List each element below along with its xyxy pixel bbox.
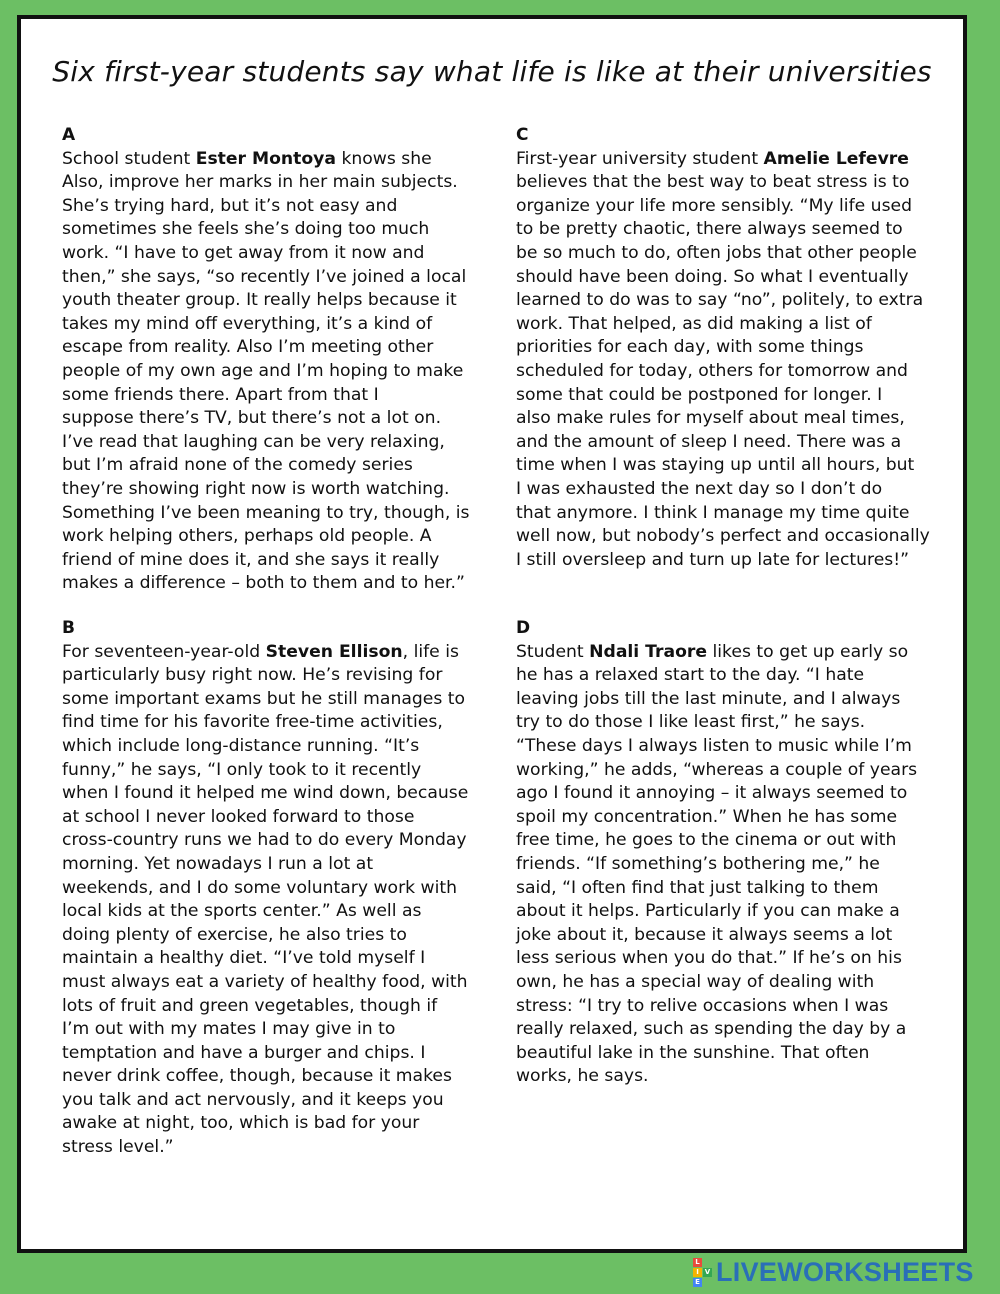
text-line xyxy=(62,148,502,172)
text-run: be so much to do, often jobs that other people xyxy=(516,242,917,263)
text-run: about it helps. Particularly if you can make a xyxy=(516,901,900,922)
text-run: I was exhausted the next day so I don’t do xyxy=(516,478,883,499)
text-run: weekends, and I do some voluntary work with xyxy=(62,877,458,898)
text-run: that anymore. I think I manage my time quite xyxy=(516,502,910,523)
text-line xyxy=(62,266,502,290)
text-line xyxy=(516,688,956,712)
text-line xyxy=(516,384,956,408)
text-line xyxy=(516,289,956,313)
text-run: work. That helped, as did making a list of xyxy=(516,313,872,334)
text-run: learned to do was to say “no”, politely, to extra xyxy=(516,290,924,311)
text-run: “These days I always listen to music while I’m xyxy=(516,735,912,756)
text-run: likes to get up early so xyxy=(707,641,909,662)
text-line xyxy=(62,806,502,830)
text-run: cross-country runs we had to do every Monday xyxy=(62,830,467,851)
text-run: friends. “If something’s bothering me,” he xyxy=(516,853,880,874)
text-run: Something I’ve been meaning to try, though, is xyxy=(62,502,470,523)
text-line xyxy=(516,171,956,195)
text-line xyxy=(516,782,956,806)
text-line xyxy=(62,688,502,712)
text-run: local kids at the sports center.” As well as xyxy=(62,901,422,922)
text-line xyxy=(62,407,502,431)
text-line xyxy=(516,195,956,219)
text-line xyxy=(516,360,956,384)
text-run: working,” he adds, “whereas a couple of years xyxy=(516,759,918,780)
section-letter: B xyxy=(62,618,75,638)
text-run: which include long-distance running. “It’s xyxy=(62,735,420,756)
text-run: School student xyxy=(62,148,196,169)
text-line xyxy=(62,853,502,877)
text-line xyxy=(62,478,502,502)
text-run: , life is xyxy=(402,641,459,662)
text-run: funny,” he says, “I only took to it recently xyxy=(62,759,422,780)
text-run: free time, he goes to the cinema or out with xyxy=(516,830,897,851)
text-run: youth theater group. It really helps because it xyxy=(62,290,457,311)
text-run: ago I found it annoying – it always seemed to xyxy=(516,783,908,804)
text-run: should have been doing. So what I eventually xyxy=(516,266,909,287)
section-text xyxy=(516,148,956,573)
text-run: stress level.” xyxy=(62,1137,174,1158)
text-run: well now, but nobody’s perfect and occasionally xyxy=(516,526,930,547)
text-run: escape from reality. Also I’m meeting other xyxy=(62,337,434,358)
text-line xyxy=(516,218,956,242)
text-line xyxy=(516,971,956,995)
text-run: never drink coffee, though, because it makes xyxy=(62,1066,452,1087)
text-line xyxy=(516,407,956,431)
text-line xyxy=(62,218,502,242)
text-line xyxy=(516,1065,956,1089)
text-run: maintain a healthy diet. “I’ve told myself I xyxy=(62,948,426,969)
text-line xyxy=(62,664,502,688)
text-line xyxy=(516,313,956,337)
section-letter: A xyxy=(62,125,76,145)
text-line xyxy=(516,947,956,971)
logo-icon-letter: L xyxy=(693,1258,702,1267)
text-run: time when I was staying up until all hours, but xyxy=(516,455,915,476)
text-run: lots of fruit and green vegetables, though if xyxy=(62,995,438,1016)
text-run: makes a difference – both to them and to her.” xyxy=(62,573,465,594)
text-run: believes that the best way to beat stress is to xyxy=(516,172,910,193)
liveworksheets-logo-icon xyxy=(693,1258,712,1287)
text-run: to be pretty chaotic, there always seemed to xyxy=(516,219,903,240)
text-line xyxy=(62,572,502,596)
section-letter: D xyxy=(516,618,531,638)
text-run: he has a relaxed start to the day. “I hate xyxy=(516,665,865,686)
text-run: sometimes she feels she’s doing too much xyxy=(62,219,430,240)
worksheet-page xyxy=(17,15,967,1253)
text-run: said, “I often find that just talking to them xyxy=(516,877,879,898)
text-line xyxy=(516,995,956,1019)
text-run: For seventeen-year-old xyxy=(62,641,266,662)
text-line xyxy=(62,971,502,995)
text-run: people of my own age and I’m hoping to make xyxy=(62,360,464,381)
text-run: at school I never looked forward to those xyxy=(62,806,415,827)
text-run: suppose there’s TV, but there’s not a lot on. xyxy=(62,408,442,429)
page-title: Six first-year students say what life is like at their universities xyxy=(52,55,932,88)
text-run: work helping others, perhaps old people. A xyxy=(62,526,432,547)
text-run: I’ve read that laughing can be very relaxing, xyxy=(62,431,445,452)
text-line xyxy=(62,947,502,971)
text-run: you talk and act nervously, and it keeps you xyxy=(62,1089,444,1110)
section-c xyxy=(516,124,956,572)
text-line xyxy=(516,478,956,502)
text-run: awake at night, too, which is bad for your xyxy=(62,1113,420,1134)
section-letter: C xyxy=(516,125,529,145)
text-line xyxy=(516,806,956,830)
text-run: organize your life more sensibly. “My life used xyxy=(516,195,913,216)
text-line xyxy=(62,384,502,408)
text-line xyxy=(516,549,956,573)
text-line xyxy=(516,900,956,924)
text-run: Also, improve her marks in her main subjects. xyxy=(62,172,458,193)
text-run: less serious when you do that.” If he’s on his xyxy=(516,948,902,969)
logo-icon-letter: E xyxy=(693,1278,702,1287)
text-line xyxy=(62,313,502,337)
text-run: leaving jobs till the last minute, and I always xyxy=(516,688,901,709)
section-text xyxy=(62,641,502,1160)
text-line xyxy=(516,1018,956,1042)
text-line xyxy=(62,336,502,360)
text-line xyxy=(62,1042,502,1066)
student-name: Amelie Lefevre xyxy=(763,148,909,169)
text-line xyxy=(62,1136,502,1160)
liveworksheets-logo[interactable] xyxy=(693,1257,974,1287)
text-run: some that could be postponed for longer. I xyxy=(516,384,883,405)
text-line xyxy=(62,782,502,806)
text-line xyxy=(516,664,956,688)
text-run: some friends there. Apart from that I xyxy=(62,384,379,405)
logo-icon-letter: I xyxy=(693,1268,702,1277)
section-b xyxy=(62,617,502,1160)
text-line xyxy=(62,1112,502,1136)
text-run: they’re showing right now is worth watching. xyxy=(62,478,450,499)
text-line xyxy=(62,1089,502,1113)
text-line xyxy=(62,995,502,1019)
text-line xyxy=(516,829,956,853)
logo-icon-letter: V xyxy=(704,1267,711,1276)
text-line xyxy=(516,266,956,290)
text-line xyxy=(516,242,956,266)
student-name: Ester Montoya xyxy=(195,148,336,169)
text-run: temptation and have a burger and chips. I xyxy=(62,1042,426,1063)
text-line xyxy=(516,336,956,360)
text-line xyxy=(62,1065,502,1089)
section-text xyxy=(516,641,956,1089)
text-line xyxy=(62,829,502,853)
text-run: really relaxed, such as spending the day by a xyxy=(516,1019,907,1040)
text-line xyxy=(62,195,502,219)
text-line xyxy=(62,759,502,783)
text-run: beautiful lake in the sunshine. That often xyxy=(516,1042,870,1063)
text-line xyxy=(62,431,502,455)
section-a xyxy=(62,124,502,596)
text-run: must always eat a variety of healthy food, with xyxy=(62,971,468,992)
text-line xyxy=(516,1042,956,1066)
text-line xyxy=(516,431,956,455)
text-run: morning. Yet nowadays I run a lot at xyxy=(62,853,374,874)
logo-text: LIVEWORKSHEETS xyxy=(716,1256,974,1287)
text-line xyxy=(516,525,956,549)
text-run: work. “I have to get away from it now and xyxy=(62,242,425,263)
text-run: some important exams but he still manages to xyxy=(62,688,466,709)
text-run: I still oversleep and turn up late for lectures!” xyxy=(516,549,910,570)
text-run: priorities for each day, with some things xyxy=(516,337,864,358)
text-run: joke about it, because it always seems a lot xyxy=(516,924,893,945)
text-line xyxy=(516,853,956,877)
text-line xyxy=(62,171,502,195)
text-run: scheduled for today, others for tomorrow and xyxy=(516,360,908,381)
text-line xyxy=(62,289,502,313)
text-run: and the amount of sleep I need. There was a xyxy=(516,431,902,452)
section-d xyxy=(516,617,956,1089)
text-run: find time for his favorite free-time activities, xyxy=(62,712,443,733)
text-line xyxy=(62,735,502,759)
text-line xyxy=(62,877,502,901)
text-line xyxy=(516,711,956,735)
text-run: when I found it helped me wind down, because xyxy=(62,783,469,804)
text-line xyxy=(516,502,956,526)
text-line xyxy=(62,502,502,526)
text-line xyxy=(62,1018,502,1042)
text-line xyxy=(516,877,956,901)
student-name: Steven Ellison xyxy=(265,641,403,662)
text-run: works, he says. xyxy=(516,1066,649,1087)
text-run: takes my mind off everything, it’s a kind of xyxy=(62,313,433,334)
text-run: I’m out with my mates I may give in to xyxy=(62,1019,396,1040)
text-run: own, he has a special way of dealing with xyxy=(516,971,875,992)
text-run: friend of mine does it, and she says it really xyxy=(62,549,440,570)
text-line xyxy=(62,242,502,266)
text-run: Student xyxy=(516,641,590,662)
text-line xyxy=(62,525,502,549)
text-line xyxy=(516,454,956,478)
text-line xyxy=(62,549,502,573)
text-line xyxy=(62,641,502,665)
text-run: also make rules for myself about meal times, xyxy=(516,408,905,429)
text-run: but I’m afraid none of the comedy series xyxy=(62,455,413,476)
section-text xyxy=(62,148,502,596)
text-run: spoil my concentration.” When he has some xyxy=(516,806,898,827)
text-run: She’s trying hard, but it’s not easy and xyxy=(62,195,398,216)
text-line xyxy=(516,735,956,759)
text-line xyxy=(62,900,502,924)
text-run: knows she xyxy=(335,148,432,169)
text-line xyxy=(62,360,502,384)
text-line xyxy=(62,711,502,735)
text-line xyxy=(62,454,502,478)
text-run: particularly busy right now. He’s revising for xyxy=(62,665,443,686)
text-run: doing plenty of exercise, he also tries to xyxy=(62,924,407,945)
text-run: try to do those I like least first,” he says. xyxy=(516,712,866,733)
text-line xyxy=(516,759,956,783)
text-line xyxy=(516,924,956,948)
student-name: Ndali Traore xyxy=(589,641,708,662)
text-run: First-year university student xyxy=(516,148,764,169)
text-line xyxy=(516,148,956,172)
text-line xyxy=(62,924,502,948)
text-line xyxy=(516,641,956,665)
text-run: then,” she says, “so recently I’ve joined a local xyxy=(62,266,467,287)
text-run: stress: “I try to relive occasions when I was xyxy=(516,995,889,1016)
